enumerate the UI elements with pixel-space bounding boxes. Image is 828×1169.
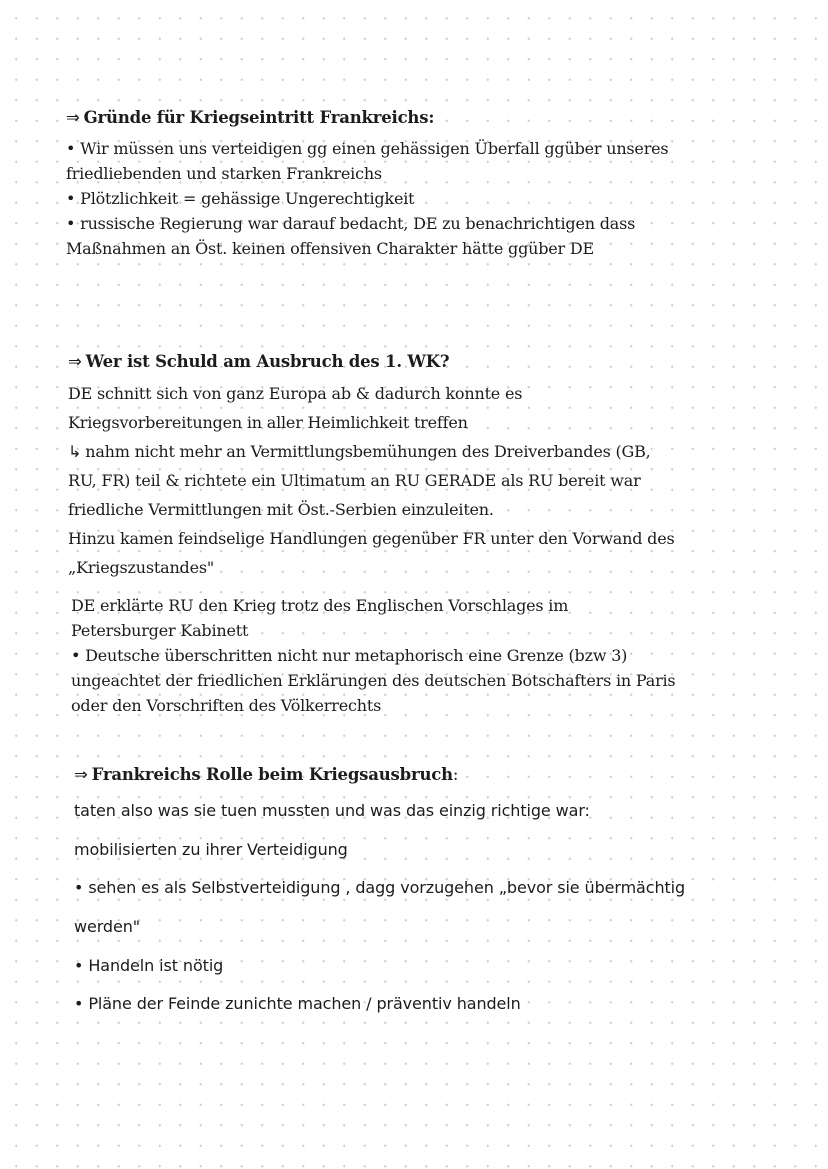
text-line: Maßnahmen an Öst. keinen offensiven Charakter hätte ggüber DE: [66, 239, 594, 258]
text-line: ungeachtet der friedlichen Erklärungen des deutschen Botschafters in Paris: [71, 671, 676, 690]
text-line: • Plötzlichkeit = gehässige Ungerechtigkeit: [66, 189, 415, 208]
text-line: [68, 442, 651, 461]
text-line: Kriegsvorbereitungen in aller Heimlichkeit treffen: [68, 413, 468, 432]
text-line: friedliche Vermittlungen mit Öst.-Serbien einzuleiten.: [68, 500, 494, 519]
text-line: RU, FR) teil & richtete ein Ultimatum an RU GERADE als RU bereit war: [68, 471, 641, 490]
arrow-right-icon: ⇒: [66, 108, 80, 127]
text-line: • sehen es als Selbstverteidigung , dagg vorzugehen „bevor sie übermächtig: [74, 878, 686, 897]
text-line: „Kriegszustandes": [68, 558, 215, 577]
text-line: oder den Vorschriften des Völkerrechts: [71, 696, 382, 715]
heading-text: Frankreichs Rolle beim Kriegsausbruch: [91, 765, 453, 784]
text-line: DE erklärte RU den Krieg trotz des Englischen Vorschlages im: [71, 596, 569, 615]
text-line: Hinzu kamen feindselige Handlungen gegenüber FR unter den Vorwand des: [68, 529, 675, 548]
text-line: DE schnitt sich von ganz Europa ab & dadurch konnte es: [68, 384, 523, 403]
arrow-right-icon: ⇒: [74, 765, 88, 784]
arrow-right-icon: ⇒: [68, 352, 82, 371]
heading-text: Wer ist Schuld am Ausbruch des 1. WK?: [85, 352, 450, 371]
return-arrow-icon: ↳: [68, 442, 82, 461]
text-line: mobilisierten zu ihrer Verteidigung: [74, 840, 348, 859]
text-line: werden": [74, 917, 141, 936]
text-line: • Deutsche überschritten nicht nur metaphorisch eine Grenze (bzw 3): [71, 646, 628, 665]
text-line: • Pläne der Feinde zunichte machen / präventiv handeln: [74, 994, 521, 1013]
text-line: • Handeln ist nötig: [74, 956, 224, 975]
section-heading: [74, 765, 458, 784]
section-heading: [66, 108, 434, 127]
text-line: Petersburger Kabinett: [71, 621, 249, 640]
text-line: • russische Regierung war darauf bedacht, DE zu benachrichtigen dass: [66, 214, 636, 233]
heading-text: Gründe für Kriegseintritt Frankreichs:: [83, 108, 435, 127]
text-line: taten also was sie tuen mussten und was das einzig richtige war:: [74, 801, 590, 820]
section-heading: [68, 352, 449, 371]
heading-colon: :: [452, 765, 459, 784]
text-line: • Wir müssen uns verteidigen gg einen gehässigen Überfall ggüber unseres: [66, 139, 669, 158]
text-line: friedliebenden und starken Frankreichs: [66, 164, 382, 183]
text-line-content: nahm nicht mehr an Vermittlungsbemühungen des Dreiverbandes (GB,: [85, 442, 651, 461]
